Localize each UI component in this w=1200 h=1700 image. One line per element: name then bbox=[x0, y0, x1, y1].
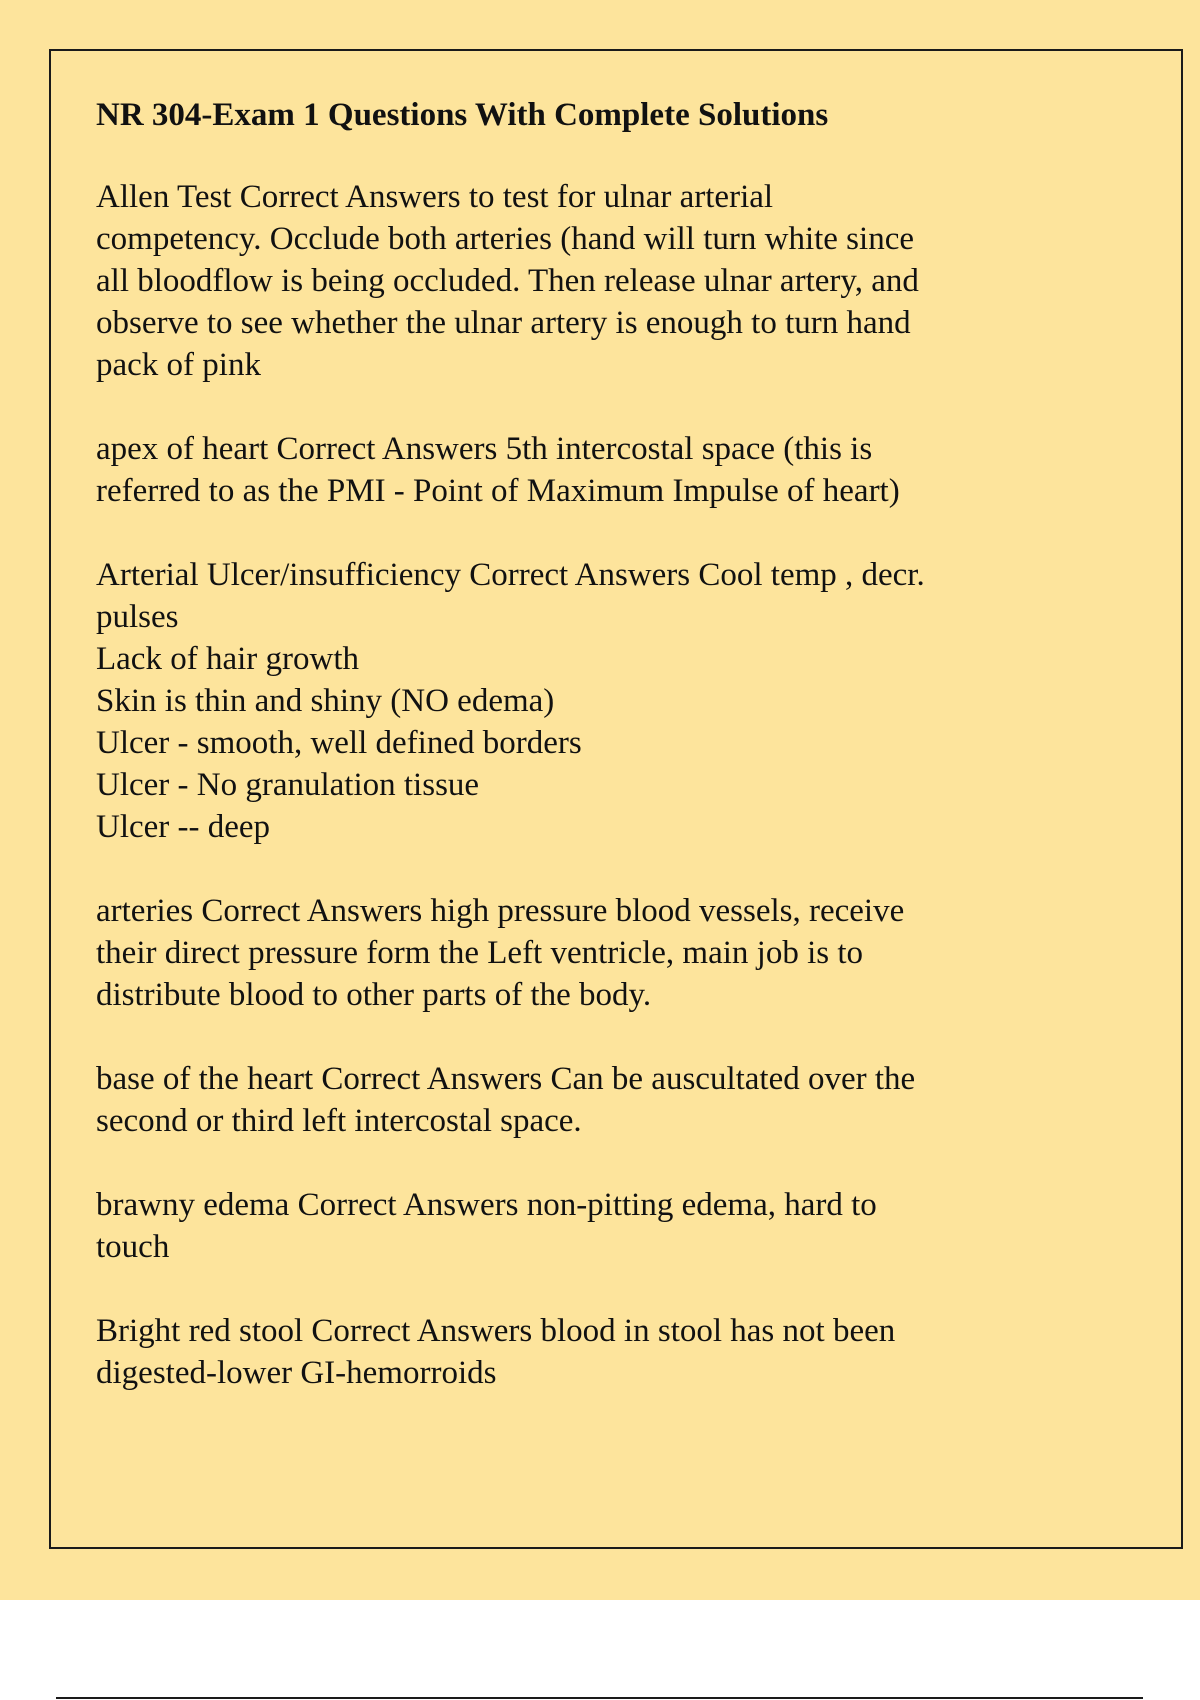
entry-line: arteries Correct Answers high pressure blood vessels, receive bbox=[96, 893, 905, 929]
page-divider bbox=[56, 1697, 1143, 1699]
entry-line: referred to as the PMI - Point of Maximum Impulse of heart) bbox=[96, 473, 900, 509]
entry-line: pulses bbox=[96, 599, 179, 635]
entry-line: apex of heart Correct Answers 5th intercostal space (this is bbox=[96, 431, 873, 467]
document-title: NR 304-Exam 1 Questions With Complete Solutions bbox=[96, 97, 829, 133]
document-content bbox=[96, 94, 1086, 1436]
entry-bright-red-stool bbox=[96, 1310, 1086, 1394]
entry-apex-of-heart bbox=[96, 428, 1086, 512]
entry-line: Skin is thin and shiny (NO edema) bbox=[96, 683, 555, 719]
entry-line: competency. Occlude both arteries (hand will turn white since bbox=[96, 221, 914, 257]
entry-allen-test bbox=[96, 176, 1086, 386]
entry-line: pack of pink bbox=[96, 347, 261, 383]
entry-line: their direct pressure form the Left ventricle, main job is to bbox=[96, 935, 863, 971]
entry-arteries bbox=[96, 890, 1086, 1016]
entry-line: base of the heart Correct Answers Can be auscultated over the bbox=[96, 1061, 916, 1097]
entry-line: Bright red stool Correct Answers blood in stool has not been bbox=[96, 1313, 896, 1349]
entry-line: Ulcer - No granulation tissue bbox=[96, 767, 480, 803]
entry-line: touch bbox=[96, 1229, 170, 1265]
entry-line: second or third left intercostal space. bbox=[96, 1103, 582, 1139]
entry-brawny-edema bbox=[96, 1184, 1086, 1268]
entry-line: Ulcer -- deep bbox=[96, 809, 271, 845]
entry-line: Arterial Ulcer/insufficiency Correct Answers Cool temp , decr. bbox=[96, 557, 925, 593]
entry-line: distribute blood to other parts of the body. bbox=[96, 977, 652, 1013]
entry-line: Ulcer - smooth, well defined borders bbox=[96, 725, 582, 761]
entry-line: Allen Test Correct Answers to test for ulnar arterial bbox=[96, 179, 774, 215]
entry-arterial-ulcer bbox=[96, 554, 1086, 848]
entry-line: all bloodflow is being occluded. Then release ulnar artery, and bbox=[96, 263, 919, 299]
entry-line: brawny edema Correct Answers non-pitting edema, hard to bbox=[96, 1187, 877, 1223]
entry-base-of-heart bbox=[96, 1058, 1086, 1142]
entry-line: Lack of hair growth bbox=[96, 641, 359, 677]
entry-line: digested-lower GI-hemorroids bbox=[96, 1355, 497, 1391]
entry-line: observe to see whether the ulnar artery is enough to turn hand bbox=[96, 305, 911, 341]
